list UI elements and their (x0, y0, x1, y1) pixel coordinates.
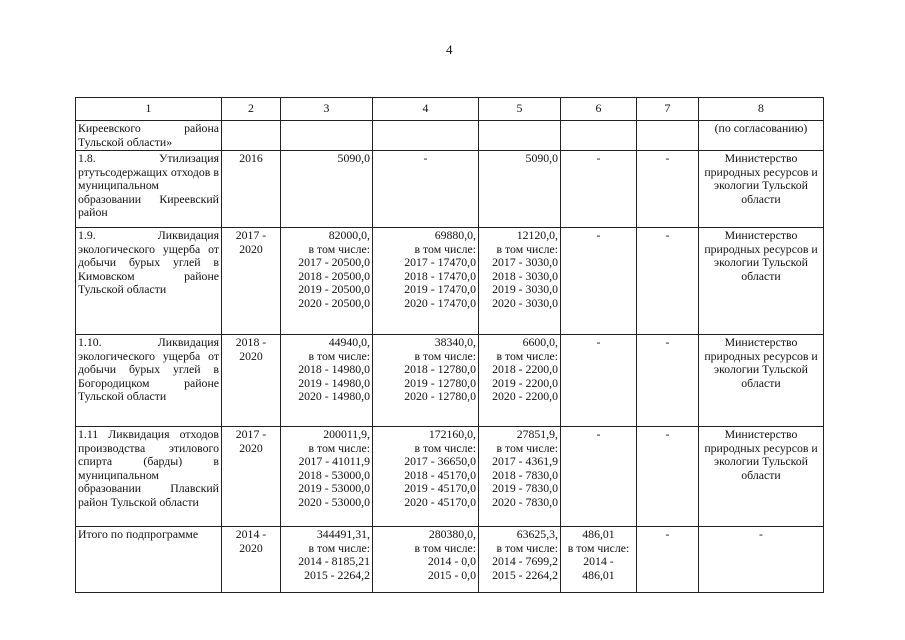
local-cell (561, 427, 637, 527)
value-line: 2020 - 17470,0 (404, 295, 476, 310)
local-cell (561, 335, 637, 427)
value-line: - (596, 151, 601, 165)
executor-cell: Министерство природных ресурсов и экологии Тульской области (699, 228, 824, 335)
value-line: 2017 - 36650,0 (404, 454, 476, 468)
regional-cell (479, 228, 561, 335)
value-line: 63625,3, (516, 527, 558, 541)
value-line: 2015 - 2264,2 (304, 567, 370, 582)
executor-cell: Министерство природных ресурсов и экологии Тульской области (699, 427, 824, 527)
value-line: 2017 - 3030,0 (492, 255, 558, 269)
federal-cell (373, 151, 479, 228)
value-line: 2015 - 0,0 (427, 567, 476, 582)
measure-name: 1.8. Утилизация ртутьсодержащих отходов в муниципальном образовании Киреевский район (76, 151, 222, 228)
value-line: 2019 - 17470,0 (404, 282, 476, 296)
value-line: 2020 - 7830,0 (492, 494, 558, 509)
value-line: в том числе: (496, 540, 558, 555)
value-line: 69880,0, (434, 228, 476, 242)
value-line: 280380,0, (428, 527, 476, 541)
header-cell: 7 (637, 98, 699, 121)
table-row (76, 427, 824, 527)
table-row (76, 121, 824, 151)
other-cell: - (637, 151, 699, 228)
value-line: 2019 - 7830,0 (492, 481, 558, 495)
federal-cell (373, 427, 479, 527)
value-line: 2018 - 53000,0 (298, 467, 370, 482)
executor-cell: - (699, 527, 824, 593)
period-cell (222, 121, 281, 151)
local-cell (561, 228, 637, 335)
value-line: 2020 - 12780,0 (404, 389, 476, 403)
subprogram-table (75, 97, 824, 593)
measure-name: Киреевского района Тульской области» (76, 121, 222, 151)
value-line: 2019 - 20500,0 (298, 282, 370, 296)
value-line: в том числе: (567, 540, 630, 555)
header-cell: 2 (222, 98, 281, 121)
value-line: в том числе: (308, 241, 370, 256)
value-line: в том числе: (414, 540, 476, 555)
value-line: 2018 - 3030,0 (492, 268, 558, 283)
value-line: 2019 - 45170,0 (404, 481, 476, 495)
value-line: 12120,0, (516, 228, 558, 242)
value-line: - (596, 335, 601, 349)
table-row (76, 335, 824, 427)
value-line: 2018 - 20500,0 (298, 268, 370, 283)
other-cell (637, 121, 699, 151)
totals-row (76, 527, 824, 593)
page-number: 4 (446, 42, 453, 57)
other-cell: - (637, 427, 699, 527)
table-row (76, 228, 824, 335)
value-line: в том числе: (414, 440, 476, 455)
regional-cell (479, 335, 561, 427)
value-line: 2019 - 53000,0 (298, 481, 370, 495)
value-line: 2019 - 12780,0 (404, 375, 476, 390)
other-cell: - (637, 335, 699, 427)
value-line: 2017 - 41011,9 (298, 454, 370, 468)
value-line: 2019 - 2200,0 (492, 375, 558, 390)
value-line: 2018 - 45170,0 (404, 467, 476, 482)
value-line: в том числе: (414, 241, 476, 256)
value-line: 172160,0, (428, 427, 476, 441)
header-cell: 4 (373, 98, 479, 121)
value-line: 2017 - 4361,9 (492, 454, 558, 468)
total-cell (281, 427, 373, 527)
value-line: 486,01 (582, 527, 615, 541)
value-line: - (596, 228, 601, 242)
value-line: в том числе: (308, 440, 370, 455)
value-line: 2020 - 3030,0 (492, 295, 558, 310)
value-line: 2019 - 3030,0 (492, 282, 558, 296)
value-line: 5090,0 (337, 151, 370, 165)
header-cell: 6 (561, 98, 637, 121)
measure-name: 1.10. Ликвидация экологического ущерба от добычи бурых углей в Богородицком районе Тульской области (76, 335, 222, 427)
header-row (76, 98, 824, 121)
period-cell: 2018 - 2020 (222, 335, 281, 427)
header-cell: 3 (281, 98, 373, 121)
value-line: 5090,0 (525, 151, 558, 165)
executor-cell: Министерство природных ресурсов и экологии Тульской области (699, 335, 824, 427)
value-line: в том числе: (414, 348, 476, 363)
value-line: 2020 - 2200,0 (492, 389, 558, 403)
total-cell (281, 228, 373, 335)
value-line: 2018 - 14980,0 (298, 362, 370, 376)
value-line: 2019 - 14980,0 (298, 375, 370, 390)
value-line: - (596, 427, 601, 441)
value-line: 2020 - 14980,0 (298, 389, 370, 403)
table-row (76, 151, 824, 228)
value-line: 2014 - 7699,2 (492, 554, 558, 568)
value-line: 2017 - 17470,0 (404, 255, 476, 269)
federal-cell (373, 121, 479, 151)
regional-cell (479, 427, 561, 527)
total-cell (281, 335, 373, 427)
header-cell: 1 (76, 98, 222, 121)
value-line: 38340,0, (434, 335, 476, 349)
value-line: 2020 - 20500,0 (298, 295, 370, 310)
period-cell: 2017 - 2020 (222, 228, 281, 335)
value-line: в том числе: (496, 241, 558, 256)
measure-name: Итого по подпрограмме (76, 527, 222, 593)
executor-cell: (по согласованию) (699, 121, 824, 151)
regional-cell (479, 527, 561, 593)
local-cell (561, 121, 637, 151)
measure-name: 1.9. Ликвидация экологического ущерба от добычи бурых углей в Кимовском районе Тульской области (76, 228, 222, 335)
value-line: 27851,9, (516, 427, 558, 441)
value-line: 82000,0, (328, 228, 370, 242)
local-cell (561, 527, 637, 593)
value-line: 2018 - 7830,0 (492, 467, 558, 482)
value-line: 344491,31, (316, 527, 370, 541)
value-line: 2017 - 20500,0 (298, 255, 370, 269)
federal-cell (373, 228, 479, 335)
value-line: в том числе: (308, 540, 370, 555)
value-line: 486,01 (582, 567, 615, 582)
federal-cell (373, 527, 479, 593)
value-line: 2014 - 0,0 (427, 554, 476, 568)
period-cell: 2016 (222, 151, 281, 228)
value-line: 2018 - 17470,0 (404, 268, 476, 283)
measure-name: 1.11 Ликвидация отходов производства этилового спирта (барды) в муниципальном образовании Плавский район Тульской области (76, 427, 222, 527)
value-line: 44940,0, (328, 335, 370, 349)
value-line: 2014 - 8185,21 (298, 554, 370, 568)
value-line: 2014 - (583, 554, 614, 568)
executor-cell: Министерство природных ресурсов и экологии Тульской области (699, 151, 824, 228)
other-cell: - (637, 527, 699, 593)
value-line: 2018 - 2200,0 (492, 362, 558, 376)
value-line: в том числе: (496, 348, 558, 363)
value-line: 6600,0, (522, 335, 558, 349)
value-line: 200011,9, (323, 427, 370, 441)
total-cell (281, 121, 373, 151)
header-cell: 5 (479, 98, 561, 121)
regional-cell (479, 151, 561, 228)
local-cell (561, 151, 637, 228)
header-cell: 8 (699, 98, 824, 121)
period-cell: 2014 - 2020 (222, 527, 281, 593)
value-line: 2020 - 45170,0 (404, 494, 476, 509)
period-cell: 2017 - 2020 (222, 427, 281, 527)
federal-cell (373, 335, 479, 427)
total-cell (281, 527, 373, 593)
other-cell: - (637, 228, 699, 335)
value-line: 2018 - 12780,0 (404, 362, 476, 376)
regional-cell (479, 121, 561, 151)
value-line: 2015 - 2264,2 (492, 567, 558, 582)
value-line: 2020 - 53000,0 (298, 494, 370, 509)
value-line: - (423, 151, 428, 165)
value-line: в том числе: (308, 348, 370, 363)
value-line: в том числе: (496, 440, 558, 455)
total-cell (281, 151, 373, 228)
